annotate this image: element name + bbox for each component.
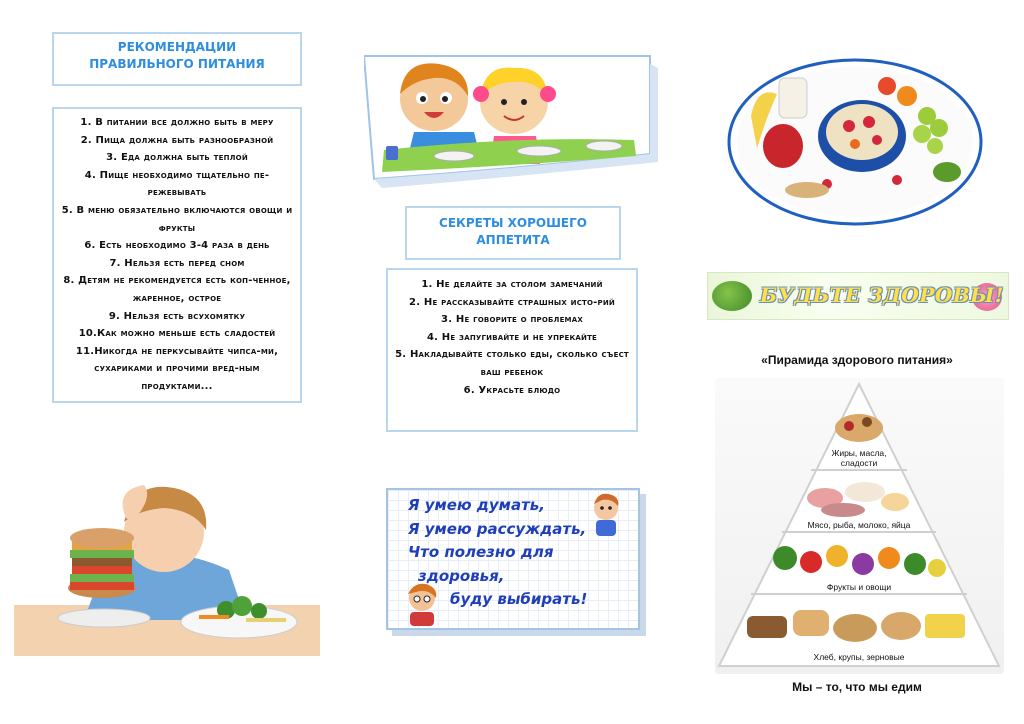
children-at-table-illustration: [364, 54, 660, 190]
appetite-secret-item: 1. Не делайте за столом замечаний: [421, 279, 603, 290]
pyramid-level-3-label: Фрукты и овощи: [826, 582, 892, 592]
poem-card: [386, 488, 640, 630]
nutrition-recommendations-title: РЕКОМЕНДАЦИИ ПРАВИЛЬНОГО ПИТАНИЯ: [89, 40, 265, 71]
pyramid-level-1-label-b: сладости: [840, 458, 878, 468]
nutrition-recommendations-title-box: [52, 32, 302, 86]
appetite-secret-item: 2. Не рассказывайте страшных исто-рий: [409, 296, 615, 308]
poem-line-4: здоровья,: [418, 566, 505, 585]
appetite-secrets-title: СЕКРЕТЫ ХОРОШЕГО АППЕТИТА: [439, 216, 587, 247]
recommendation-item: 7. Нельзя есть перед сном: [109, 257, 245, 269]
appetite-secret-item: 3. Не говорите о проблемах: [441, 314, 583, 326]
recommendation-item: 2. Пища должна быть разнообразной: [80, 134, 274, 146]
healthy-food-plate-photo: [727, 56, 983, 226]
poem-line-5: буду выбирать!: [450, 590, 588, 608]
boy-eating-illustration: [14, 470, 320, 656]
appetite-secrets-box: [386, 268, 638, 432]
food-pyramid: [715, 378, 1004, 674]
nutrition-recommendations-list: [54, 114, 300, 396]
appetite-secret-item: 6. Украсьте блюдо: [463, 384, 561, 396]
recommendation-item: 4. Пище необходимо тщательно пе-режевывать: [84, 169, 270, 199]
be-healthy-banner: [707, 272, 1009, 320]
poem-line-1: Я умею думать,: [408, 496, 545, 514]
pyramid-caption: Мы – то, что мы едим: [792, 680, 922, 694]
food-pyramid-card: [715, 378, 1004, 674]
banner-leaves-left: [712, 281, 752, 311]
banner-text: БУДЬТЕ ЗДОРОВЫ!: [760, 283, 1005, 307]
recommendation-item: 6. Есть необходимо 3-4 раза в день: [84, 240, 270, 252]
recommendation-item: 1. В питании все должно быть в меру: [80, 117, 274, 128]
recommendation-item: 5. В меню обязательно включаются овощи и фрукты: [61, 204, 293, 234]
recommendation-item: 8. Детям не рекомендуется есть коп-ченное, жаренное, острое: [63, 275, 291, 304]
appetite-secrets-title-box: [405, 206, 621, 260]
poem-line-2: Я умею рассуждать,: [408, 519, 587, 538]
pyramid-level-4-label: Хлеб, крупы, зерновые: [813, 652, 905, 662]
nutrition-recommendations-box: [52, 107, 302, 403]
recommendation-item: 10.Как можно меньше есть сладостей: [78, 328, 276, 340]
puzzled-kid-icon: [402, 582, 442, 628]
pyramid-level-1-label: Жиры, масла,: [831, 448, 887, 458]
appetite-secret-item: 5. Накладывайте столько еды, сколько съест ваш ребенок: [395, 349, 629, 378]
appetite-secrets-list: [388, 276, 636, 399]
recommendation-item: 11.Никогда не перкусывайте чипса-ми, сухариками и прочими вред-ным продуктами...: [75, 345, 279, 392]
pyramid-heading: «Пирамида здорового питания»: [761, 353, 953, 367]
poem-line-3: Что полезно для: [408, 543, 554, 561]
pyramid-level-2-label: Мясо, рыба, молоко, яйца: [807, 520, 911, 530]
recommendation-item: 3. Еда должна быть теплой: [106, 152, 248, 164]
recommendation-item: 9. Нельзя есть всухомятку: [108, 310, 246, 322]
appetite-secret-item: 4. Не запугивайте и не упрекайте: [426, 331, 598, 343]
thinking-kid-icon: [588, 492, 624, 540]
